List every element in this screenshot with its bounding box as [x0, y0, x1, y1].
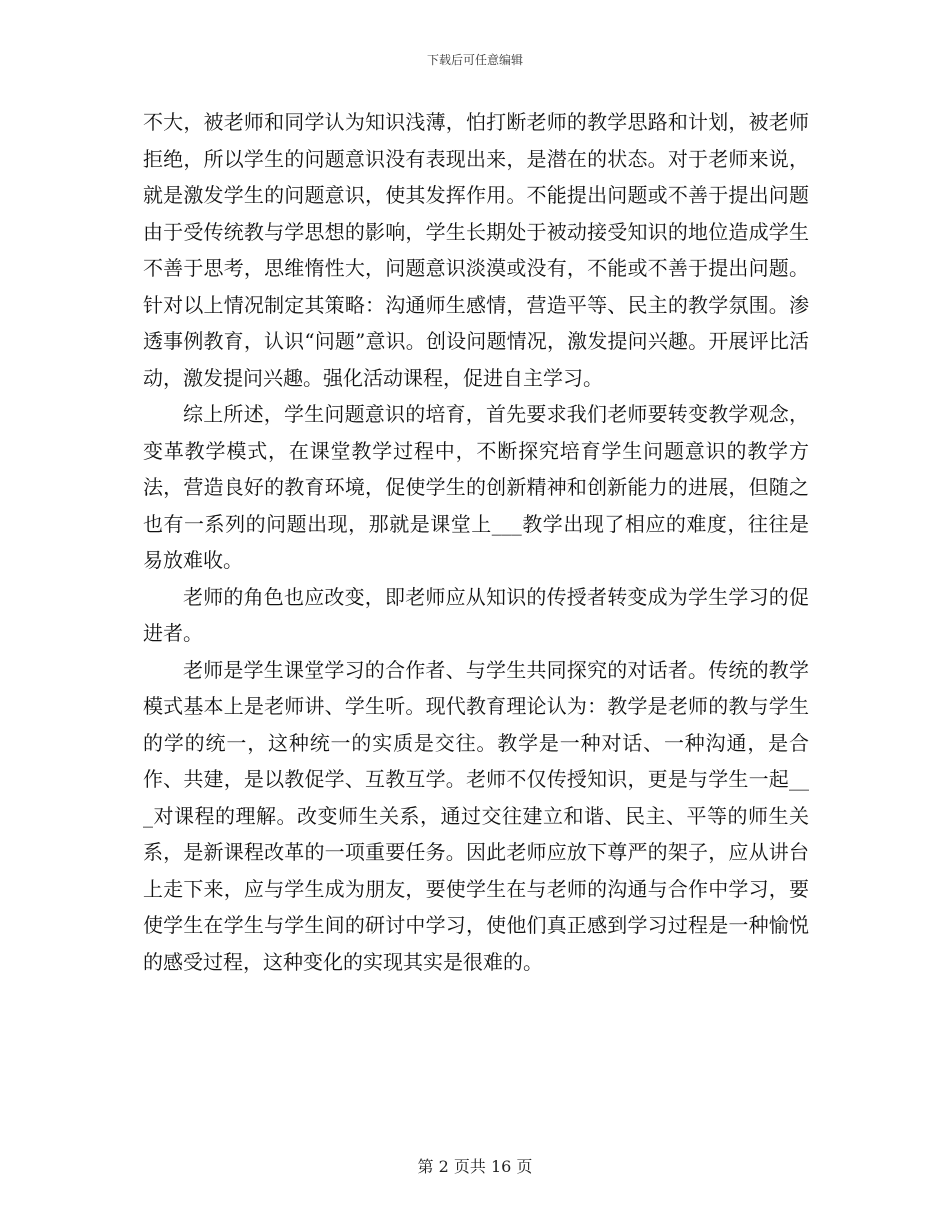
paragraph-summary: 综上所述，学生问题意识的培育，首先要求我们老师要转变教学观念，变革教学模式，在课堂教学过程中，不断探究培育学生问题意识的教学方法，营造良好的教育环境，促使学生的创新精神和创新能力的进展，但随之也有一系列的问题出现，那就是课堂上___教学出现了相应的难度，往往是易放难收。	[143, 402, 809, 572]
paragraph-teacher-collaborator: 老师是学生课堂学习的合作者、与学生共同探究的对话者。传统的教学模式基本上是老师讲、学生听。现代教育理论认为：教学是老师的教与学生的学的统一，这种统一的实质是交往。教学是一种对话、一种沟通，是合作、共建，是以教促学、互教互学。老师不仅传授知识，更是与学生一起___对课程的理解。改变师生关系，通过交往建立和谐、民主、平等的师生关系，是新课程改革的一项重要任务。因此老师应放下尊严的架子，应从讲台上走下来，应与学生成为朋友，要使学生在与老师的沟通与合作中学习，要使学生在学生与学生间的研讨中学习，使他们真正感到学习过程是一种愉悦的感受过程，这种变化的实现其实是很难的。	[143, 657, 809, 974]
paragraph-continued: 不大，被老师和同学认为知识浅薄，怕打断老师的教学思路和计划，被老师拒绝，所以学生的问题意识没有表现出来，是潜在的状态。对于老师来说，就是激发学生的问题意识，使其发挥作用。不能提出问题或不善于提出问题由于受传统教与学思想的影响，学生长期处于被动接受知识的地位造成学生不善于思考，思维惰性大，问题意识淡漠或没有，不能或不善于提出问题。针对以上情况制定其策略：沟通师生感情，营造平等、民主的教学氛围。渗透事例教育，认识“问题”意识。创设问题情况，激发提问兴趣。开展评比活动，激发提问兴趣。强化活动课程，促进自主学习。	[143, 110, 809, 390]
page-header: 下载后可任意编辑	[426, 53, 523, 67]
page-number: 第 2 页共 16 页	[417, 1157, 533, 1176]
document-body	[143, 104, 809, 980]
paragraph-teacher-role: 老师的角色也应改变，即老师应从知识的传授者转变成为学生学习的促进者。	[143, 584, 809, 645]
